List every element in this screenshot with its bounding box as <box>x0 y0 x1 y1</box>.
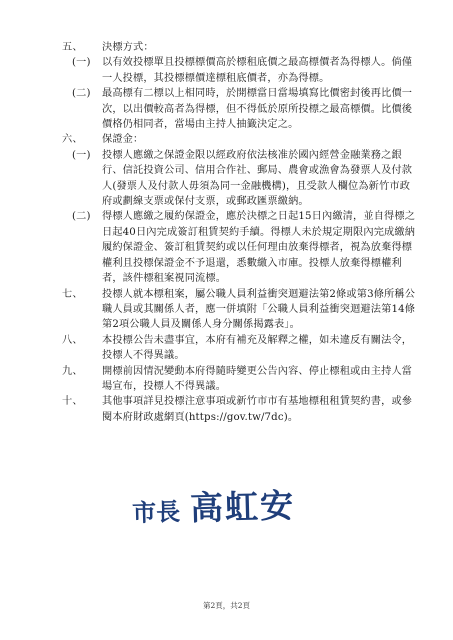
signature-title: 市長 <box>131 497 181 528</box>
section-9 <box>62 364 420 395</box>
clause-number: (二) <box>72 211 91 223</box>
section-title: 保證金： <box>102 134 144 146</box>
section-8 <box>62 333 420 364</box>
section-7 <box>62 287 420 333</box>
section-number: 九、 <box>62 365 83 377</box>
clause-text: 得標人應繳之履約保證金，應於決標之日起15日內繳清，並自得標之日起40日內完成簽訂租賃契約手續。得標人未於規定期限內完成繳納履約保證金、簽訂租賃契約或以任何理由放棄得標者，視為放棄得標權利且投標保證金不予退還，悉數繳入市庫。投標人放棄得標權利者，該件標租案視同流標。 <box>102 211 416 285</box>
clause-5-1 <box>72 55 420 86</box>
section-title: 決標方式： <box>102 42 154 53</box>
clause-number: (一) <box>72 57 91 69</box>
section-5 <box>62 40 420 132</box>
section-text: 開標前因情況變動本府得隨時變更公告內容、停止標租或由主持人當場宣布，投標人不得異議。 <box>102 365 413 392</box>
signature-name: 高虹安 <box>189 485 296 528</box>
clause-text: 最高標有二標以上相同時，於開標當日當場填寫比價密封後再比價一次，以出價較高者為得標，但不得低於原所投標之最高標價。比價後價格仍相同者，當場由主持人抽籤決定之。 <box>102 88 413 131</box>
section-text: 本投標公告未盡事宜，本府有補充及解釋之權，如未違反有關法令，投標人不得異議。 <box>102 334 413 362</box>
clause-6-2 <box>72 209 420 286</box>
document-body <box>62 40 420 425</box>
mayor-signature-stamp <box>131 480 295 531</box>
section-text: 其他事項詳見投標注意事項或新竹市市有基地標租租賃契約書，或參閱本府財政處網頁(https://gov.tw/7dc)。 <box>102 396 413 423</box>
section-number: 六、 <box>62 134 83 146</box>
clause-number: (一) <box>72 149 91 161</box>
section-number: 五、 <box>62 42 83 53</box>
page-footer: 第2頁，共2頁 <box>202 601 251 610</box>
section-number: 十、 <box>62 396 83 408</box>
section-10 <box>62 394 420 425</box>
section-number: 七、 <box>62 288 83 300</box>
clause-text: 投標人應繳之保證金限以經政府依法核准於國內經營金融業務之銀行、信託投資公司、信用合作社、郵局、農會或漁會為發票人及付款人(發票人及付款人毋須為同一金融機構)，且受款人欄位為新竹市政府或劃線支票或保付支票，或郵政匯票繳納。 <box>102 149 413 208</box>
clause-6-1 <box>72 148 420 210</box>
clause-text: 以有效投標單且投標標價高於標租底價之最高標價者為得標人。倘僅一人投標，其投標標價達標租底價者，亦為得標。 <box>102 57 413 84</box>
clause-number: (二) <box>72 88 91 100</box>
section-number: 八、 <box>62 334 83 346</box>
clause-5-2 <box>72 86 420 132</box>
section-6 <box>62 132 420 286</box>
section-text: 投標人就本標租案，屬公職人員利益衝突迴避法第2條或第3條所稱公職人員或其關係人者，應一併填附「公職人員利益衝突迴避法第14條第2項公職人員及關係人身分關係揭露表」。 <box>102 288 416 331</box>
